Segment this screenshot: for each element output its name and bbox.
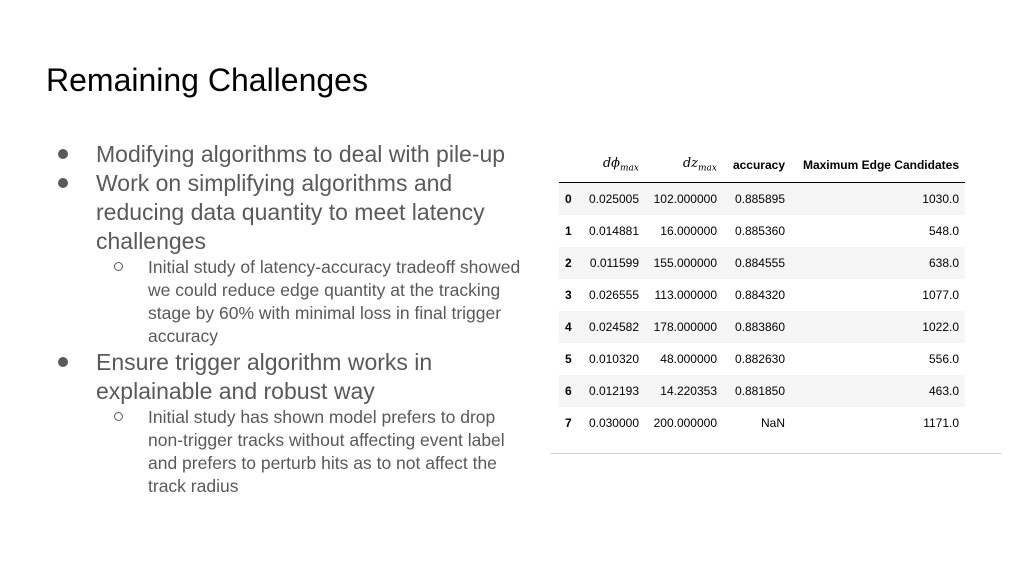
table-row xyxy=(559,247,965,279)
index-header xyxy=(559,148,579,183)
header-dphi-max: $d\phi_{max}$ xyxy=(579,148,645,183)
header-max-edge-candidates: Maximum Edge Candidates xyxy=(791,148,965,183)
cell-accuracy: 0.884320 xyxy=(734,288,785,302)
results-table xyxy=(559,148,965,439)
cell-dphi: 0.012193 xyxy=(588,384,639,398)
sub-bullet-text: Initial study has shown model prefers to drop non-trigger tracks without affecting event label and prefers to perturb hits as to not affect the track radius xyxy=(148,407,505,496)
bullet-text: Work on simplifying algorithms and reducing data quantity to meet latency challenges xyxy=(96,170,485,254)
table-row xyxy=(559,279,965,311)
header-accuracy: accuracy xyxy=(723,148,791,183)
cell-dz: 16.000000 xyxy=(660,224,717,238)
bullet-text: Ensure trigger algorithm works in explainable and robust way xyxy=(96,349,433,404)
cell-dz: 155.000000 xyxy=(653,256,717,270)
cell-dphi: 0.014881 xyxy=(588,224,639,238)
cell-edges: 638.0 xyxy=(928,256,959,270)
cell-dphi: 0.011599 xyxy=(589,256,639,270)
row-index: 1 xyxy=(565,224,572,238)
table-row xyxy=(559,375,965,407)
cell-dz: 113.000000 xyxy=(654,288,717,302)
sub-bullet-circle-icon xyxy=(114,412,123,421)
bullet-item xyxy=(54,169,524,256)
cell-edges: 556.0 xyxy=(928,352,959,366)
row-index: 4 xyxy=(565,320,572,334)
cell-dz: 200.000000 xyxy=(653,416,717,430)
results-table-container xyxy=(551,148,1001,454)
cell-edges: 1171.0 xyxy=(923,416,959,430)
cell-dphi: 0.026555 xyxy=(588,288,639,302)
row-index: 0 xyxy=(565,192,572,206)
row-index: 2 xyxy=(565,256,572,270)
cell-dphi: 0.030000 xyxy=(588,416,639,430)
cell-accuracy: 0.881850 xyxy=(734,384,785,398)
bullet-text: Modifying algorithms to deal with pile-up xyxy=(96,141,506,167)
cell-edges: 1077.0 xyxy=(922,288,959,302)
cell-edges: 463.0 xyxy=(928,384,959,398)
bullet-dot-icon xyxy=(58,178,68,188)
cell-accuracy: 0.885360 xyxy=(734,224,785,238)
row-index: 3 xyxy=(565,288,572,302)
bullet-dot-icon xyxy=(58,149,68,159)
cell-edges: 1030.0 xyxy=(922,192,959,206)
cell-accuracy: 0.882630 xyxy=(734,352,785,366)
table-row xyxy=(559,343,965,375)
table-row xyxy=(559,407,965,439)
table-row xyxy=(559,183,965,216)
cell-dz: 178.000000 xyxy=(653,320,717,334)
bullet-item xyxy=(54,140,524,169)
bullet-dot-icon xyxy=(58,357,68,367)
cell-dz: 102.000000 xyxy=(653,192,717,206)
sub-bullet-circle-icon xyxy=(114,262,123,271)
cell-dphi: 0.010320 xyxy=(588,352,639,366)
cell-edges: 548.0 xyxy=(928,224,959,238)
header-dz-max: $dz_{max}$ xyxy=(645,148,723,183)
cell-accuracy: NaN xyxy=(760,416,785,430)
cell-dphi: 0.025005 xyxy=(588,192,639,206)
bullet-item xyxy=(54,348,524,406)
cell-accuracy: 0.883860 xyxy=(734,320,785,334)
bullet-list xyxy=(54,140,524,498)
row-index: 7 xyxy=(565,416,572,430)
row-index: 5 xyxy=(565,352,572,366)
table-row xyxy=(559,215,965,247)
sub-bullet-item xyxy=(54,256,524,348)
table-header-row xyxy=(559,148,965,183)
cell-edges: 1022.0 xyxy=(922,320,959,334)
row-index: 6 xyxy=(565,384,572,398)
cell-accuracy: 0.884555 xyxy=(734,256,785,270)
table-row xyxy=(559,311,965,343)
cell-dz: 14.220353 xyxy=(660,384,717,398)
sub-bullet-text: Initial study of latency-accuracy tradeoff showed we could reduce edge quantity at the tracking stage by 60% with minimal loss in final trigger accuracy xyxy=(148,257,521,346)
sub-bullet-item xyxy=(54,406,524,498)
cell-accuracy: 0.885895 xyxy=(734,192,785,206)
cell-dphi: 0.024582 xyxy=(588,320,639,334)
slide-title: Remaining Challenges xyxy=(46,62,368,98)
cell-dz: 48.000000 xyxy=(660,352,717,366)
